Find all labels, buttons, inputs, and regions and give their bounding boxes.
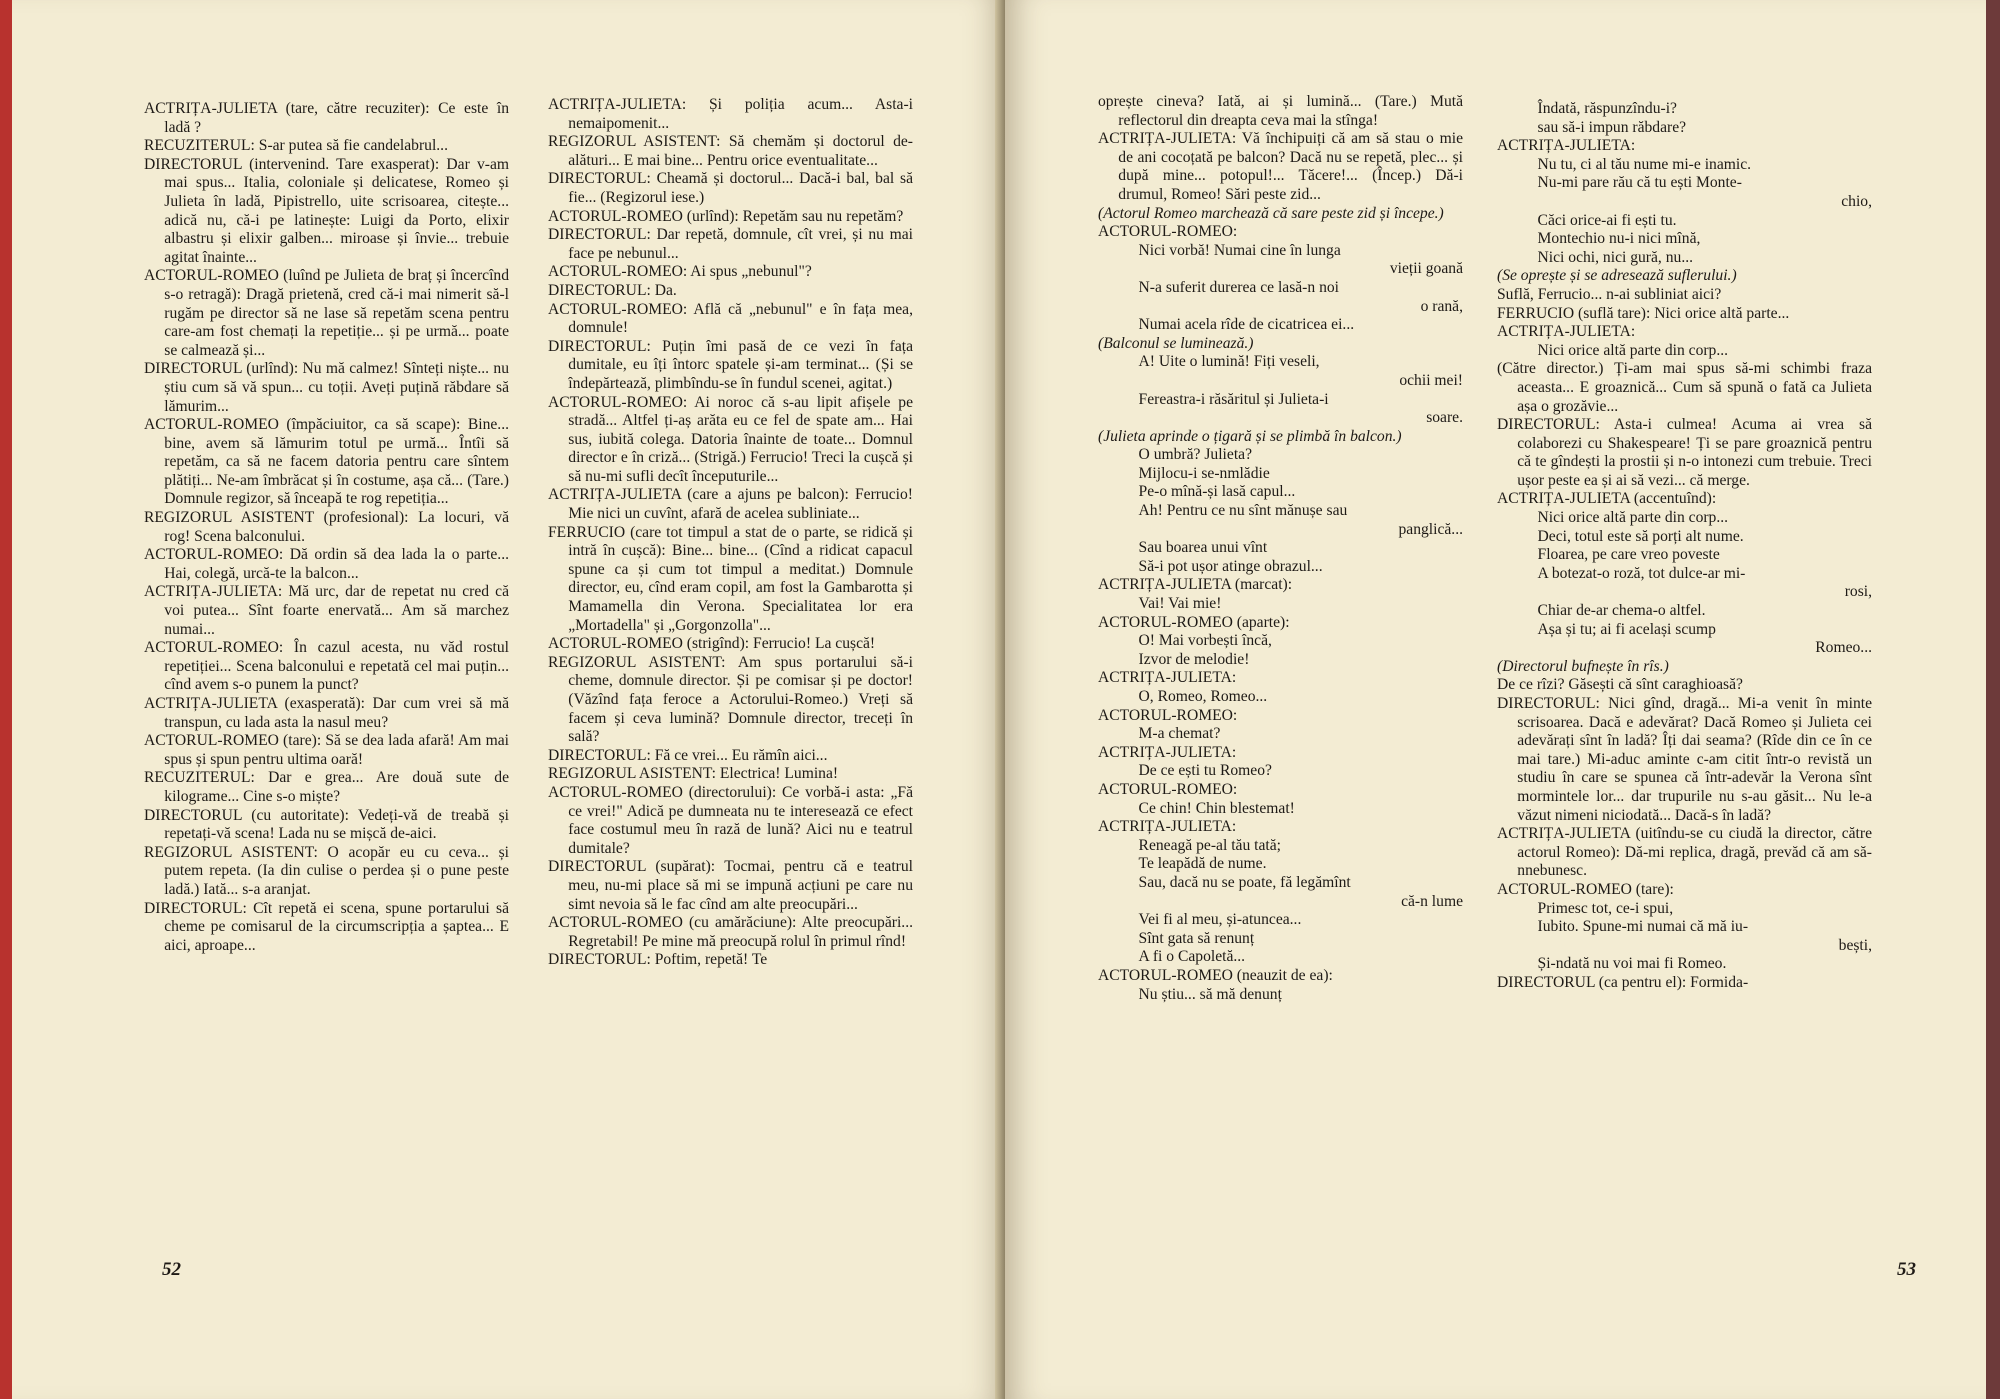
speech: REGIZORUL ASISTENT (profesional): La locuri, vă rog! Scena balconului. [144,509,509,545]
speech: ACTRIȚA-JULIETA (tare, către recuziter): Ce este în ladă ? [144,100,509,136]
verse-block [1098,986,1463,1005]
verse-line: A! Uite o lumină! Fiți veseli, [1138,353,1320,371]
book-cover-edge-right [1986,0,2000,1399]
speech: ACTRIȚA-JULIETA (care a ajuns pe balcon): Ferrucio! Mie nici un cuvînt, afară de acelea subliniate... [548,486,913,523]
speaker-cue: ACTRIȚA-JULIETA: [1098,818,1237,836]
speeches-b [1497,695,1872,881]
verse-line: Izvor de melodie! [1138,650,1250,668]
verse-line: Sau boarea unui vînt [1138,539,1268,557]
speech: DIRECTORUL: Dar repetă, domnule, cît vrei, și nu mai face pe nebunul... [548,226,913,262]
verse-line: Nu știu... să mă denunț [1138,985,1282,1003]
speech: REGIZORUL ASISTENT: O acopăr eu cu ceva... și putem repeta. (Ia din culise o perdea și o pune peste ladă.) Iată... s-a aranjat. [144,843,509,898]
verse-line: o rană, [1420,297,1463,315]
verse-block [1098,688,1463,707]
speech: DIRECTORUL: Nici gînd, dragă... Mi-a venit în minte scrisoarea. Dacă e adevărat? Dacă Romeo și Julieta cei adevărați sînt în ladă? Îți dai seama? (Rîde din ce în ce mai tare.) Mi-aduc aminte c-am citit într-o revistă un studiu în care se spunea că într-adevăr la Verona sînt mormintele lor... dar trupurile nu s-au găsit... Nu le-a văzut nimeni niciodată... Dacă-s în ladă? [1497,695,1872,824]
speech: ACTORUL-ROMEO (luînd pe Julieta de braț și încercînd s-o retragă): Dragă prietenă, cred că-i mai nimerit să-l rugăm pe director să ne lase să repetăm scena pentru care-am fost chemați la repetiție... și pe urmă... poate se calmează și... [144,267,509,359]
verse-block [1098,837,1463,967]
verse-line: O, Romeo, Romeo... [1138,688,1268,705]
verse-line: rosi, [1844,583,1872,601]
verse-line: Vai! Vai mie! [1138,595,1222,613]
continuation-text: oprește cineva? Iată, ai și lumină... (Tare.) Mută reflectorul din dreapta ceva mai la stînga! [1098,93,1463,129]
verse-line: Nici orice altă parte din corp... [1537,509,1729,527]
speech: ACTORUL-ROMEO: Ai spus „nebunul"? [548,263,812,281]
speaker-cue: ACTRIȚA-JULIETA: [1497,323,1636,341]
verse-line: ochii mei! [1399,371,1463,389]
prose-line: Suflă, Ferrucio... n-ai subliniat aici? [1497,285,1722,303]
verse-line: Sînt gata să renunț [1138,929,1255,947]
verse-block [1497,342,1872,361]
verse-line: Așa și tu; ai fi același scump [1537,620,1716,638]
stage-direction: (Directorul bufnește în rîs.) [1497,657,1669,675]
prose-line: (Către director.) Ți-am mai spus să-mi schimbi fraza aceasta... E groaznică... Cum să spună o fată ca Julieta așa o grozăvie... [1497,360,1872,415]
verse-line: Fereastra-i răsăritul și Julieta-i [1138,390,1329,408]
verse-line: bești, [1838,936,1872,954]
speech: RECUZITERUL: S-ar putea să fie candelabrul... [144,137,448,155]
speeches-a [1098,130,1463,204]
stage-direction: (Actorul Romeo marchează că sare peste zid și începe.) [1098,204,1444,222]
left-page [12,0,1005,1399]
verse-line: Floarea, pe care vreo poveste [1537,546,1720,564]
speech: DIRECTORUL: Fă ce vrei... Eu rămîn aici... [548,746,828,764]
verse-block [1098,242,1463,335]
speech: DIRECTORUL (ca pentru el): Formida- [1497,973,1749,991]
speaker-cue: ACTORUL-ROMEO: [1098,706,1238,724]
speech: DIRECTORUL: Puțin îmi pasă de ce vezi în fața dumitale, eu îți întorc spatele și-am terminat... (Și se îndepărtează, plimbîndu-se în fundul scenei, agitat.) [548,337,913,392]
verse-line: A fi o Capoletă... [1138,948,1246,966]
speech: DIRECTORUL (urlînd): Nu mă calmez! Sînteți niște... nu știu cum să vă spun... cu toții. Aveți puțină răbdare să lămurim... [144,360,509,415]
verse-line: Nu-mi pare rău că tu ești Monte- [1537,174,1742,192]
speech: ACTORUL-ROMEO (strigînd): Ferrucio! La cușcă! [548,635,876,653]
left-column-1 [144,100,509,955]
stage-direction: (Se oprește și se adresează suflerului.) [1497,267,1737,285]
speech: ACTORUL-ROMEO: Ai noroc că s-au lipit afișele pe stradă... Altfel ți-aș arăta eu ce fel de spate am... Hai sus, iubită colega. Datoria înainte de toate... Domnul director e în criză... (Strigă.) Ferrucio! Treci la cușcă și să nu-mi sufli decît începuturile... [548,393,913,485]
verse-line: Deci, totul este să porți alt nume. [1537,527,1744,545]
speech: REGIZORUL ASISTENT: Am spus portarului să-i cheme, domnule director. Și pe comisar și pe doctor! (Văzînd fața feroce a Actorului-Romeo.) Vreți să facem și ceva lumină? Domnule director, treceți în sală? [548,653,913,746]
verse-line: O umbră? Julieta? [1138,446,1252,464]
verse-line: Nu tu, ci al tău nume mi-e inamic. [1537,155,1752,173]
speech: DIRECTORUL (supărat): Tocmai, pentru că e teatrul meu, nu-mi place să mi se impună acțiuni pe care nu simt nevoia să le fac cînd am alte preocupări... [548,858,913,913]
speech: REGIZORUL ASISTENT: Să chemăm și doctorul de-alături... E mai bine... Pentru orice eventualitate... [548,133,913,169]
verse-line: Ce chin! Chin blestemat! [1138,799,1295,817]
verse-block [1098,446,1463,576]
verse-block [1497,100,1872,137]
speaker-cue: ACTRIȚA-JULIETA: [1098,669,1237,687]
stage-direction: (Julieta aprinde o țigară și se plimbă în balcon.) [1098,427,1402,445]
verse-block [1098,632,1463,669]
speech: ACTRIȚA-JULIETA: Și poliția acum... Asta-i nemaipomenit... [548,96,913,132]
verse-line: M-a chemat? [1138,725,1221,743]
verse-line: Căci orice-ai fi ești tu. [1537,211,1677,229]
speech: ACTORUL-ROMEO (tare): Să se dea lada afară! Am mai spus și spun pentru ultima oară! [144,732,509,768]
left-column-2 [548,96,913,970]
verse-block [1098,595,1463,614]
speech: DIRECTORUL (cu autoritate): Vedeți-vă de treabă și repetați-vă scena! Lada nu se mișcă de-aici. [144,806,509,843]
verse-line: Mijlocu-i se-nmlădie [1138,464,1270,482]
speech: ACTORUL-ROMEO: În cazul acesta, nu văd rostul repetiției... Scena balconului e repetată cel mai puțin... cînd avem s-o punem la punct? [144,639,509,694]
verse-block [1098,353,1463,427]
right-column-1 [1098,93,1463,1004]
speech: ACTORUL-ROMEO (directorului): Ce vorbă-i asta: „Fă ce vrei!" Adică pe dumneata nu te interesează ce efect face costumul meu în rază de lună? Aici nu e teatrul dumitale? [548,783,913,857]
verse-block [1098,762,1463,781]
verse-line: panglică... [1398,520,1463,538]
speech: FERRUCIO (care tot timpul a stat de o parte, se ridică și intră în cușcă): Bine... bine... (Cînd a ridicat capacul spune ca și cum tot timpul a meditat.) Domnule director, eu, cînd eram copil, am fost la Gambarotta și Mamamella din Verona. Specialitatea lor era „Mortadella" și „Gorgonzolla"... [548,523,913,634]
speech: DIRECTORUL: Cheamă și doctorul... Dacă-i bal, bal să fie... (Regizorul iese.) [548,170,913,206]
verse-line: sau să-i impun răbdare? [1537,118,1687,136]
verse-block [1497,509,1872,658]
verse-line: Nici orice altă parte din corp... [1537,341,1729,359]
speech: DIRECTORUL: Cît repetă ei scena, spune portarului să cheme pe comisarul de la circumscripția a șaptea... E aici, aproape... [144,899,509,954]
right-page [1005,0,1986,1399]
verse-block [1098,725,1463,744]
verse-line: Montechio nu-i nici mînă, [1537,230,1701,248]
verse-line: Pe-o mînă-și lasă capul... [1138,483,1296,501]
speech: DIRECTORUL (intervenind. Tare exasperat): Dar v-am mai spus... Italia, coloniale și delicatese, Romeo și Julieta în ladă, Pipistrello, uite scrisoarea, citește... adică nu, că-i pe latinește: Luigi da Porto, elixir albastru și elixir galben... miroase și învie... trebuie agitat înainte... [144,155,509,266]
speaker-cue: ACTORUL-ROMEO (aparte): [1098,613,1290,631]
verse-line: Vei fi al meu, și-atuncea... [1138,911,1302,929]
verse-line: Nici vorbă! Numai cine în lunga [1138,241,1341,259]
verse-line: Nici ochi, nici gură, nu... [1537,248,1694,266]
verse-line: Îndată, răspunzîndu-i? [1537,100,1677,117]
speech: DIRECTORUL: Asta-i culmea! Acuma ai vrea să colaborezi cu Shakespeare! Ți se pare groaznică pentru că te gîndești la prostii și n-o intonezi cum trebuie. Treci ușor peste ea și ai să vezi... că merge. [1497,416,1872,489]
speech: ACTORUL-ROMEO: Dă ordin să dea lada la o parte... Hai, colegă, urcă-te la balcon... [144,546,509,582]
speaker-cue: ACTORUL-ROMEO (tare): [1497,880,1674,898]
verse-line: Și-ndată nu voi mai fi Romeo. [1537,955,1727,973]
speaker-cue: ACTORUL-ROMEO (neauzit de ea): [1098,966,1333,984]
speech: ACTRIȚA-JULIETA (uitîndu-se cu ciudă la director, către actorul Romeo): Dă-mi replica, dragă, prevăd că am să-nnebunesc. [1497,825,1872,880]
speech: RECUZITERUL: Dar e grea... Are două sute de kilograme... Cine s-o miște? [144,769,509,805]
verse-line: Chiar de-ar chema-o altfel. [1537,602,1706,620]
speech: ACTORUL-ROMEO (împăciuitor, ca să scape): Bine... bine, avem să lămurim totul pe urmă... Întîi să repetăm, ca să ne facem datoria pentru care sîntem plătiți... Ne-am îmbrăcat și în costume, așa că... (Tare.) Domnule regizor, să înceapă te rog repetiția... [144,416,509,508]
page-number-right: 53 [1897,1259,1916,1280]
speaker-cue: ACTRIȚA-JULIETA: [1497,137,1636,155]
verse-block [1497,156,1872,268]
verse-block [1497,900,1872,974]
verse-line: Primesc tot, ce-i spui, [1537,899,1674,917]
speech: ACTORUL-ROMEO: Află că „nebunul" e în fața mea, domnule! [548,300,913,337]
speech: ACTRIȚA-JULIETA: Vă închipuiți că am să stau o mie de ani cocoțată pe balcon? Dacă nu se repetă, plec... și după mine... potopul!... Tăcere!... (Încep.) Dă-i drumul, Romeo! Sări peste zid... [1098,130,1463,203]
speaker-cue: ACTORUL-ROMEO: [1098,780,1238,798]
verse-line: că-n lume [1401,892,1463,910]
page-number-left: 52 [162,1259,181,1280]
dialogue-block [1098,576,1463,818]
speaker-cue: ACTRIȚA-JULIETA: [1098,743,1237,761]
speech: ACTRIȚA-JULIETA: Mă urc, dar de repetat nu cred că voi putea... Sînt foarte enervată... Am să marchez numai... [144,583,509,638]
verse-line: Te leapădă de nume. [1138,855,1267,873]
speech: ACTORUL-ROMEO (urlînd): Repetăm sau nu repetăm? [548,207,904,225]
speaker-cue: ACTRIȚA-JULIETA (accentuînd): [1497,490,1717,508]
verse-block [1098,800,1463,819]
stage-direction: (Balconul se luminează.) [1098,334,1254,352]
verse-line: chio, [1841,192,1872,210]
verse-line: soare. [1426,409,1463,427]
verse-line: Reneagă pe-al tău tată; [1138,836,1281,854]
prose-line: De ce rîzi? Găsești că sînt caraghioasă? [1497,676,1743,694]
speaker-cue: ACTORUL-ROMEO: [1098,223,1238,241]
speech: REGIZORUL ASISTENT: Electrica! Lumina! [548,765,839,783]
speech: ACTORUL-ROMEO (cu amărăciune): Alte preocupări... Regretabil! Pe mine mă preocupă rolul în primul rînd! [548,914,913,950]
verse-line: Romeo... [1815,639,1872,657]
speech: DIRECTORUL: Poftim, repetă! Te [548,951,768,969]
verse-line: A botezat-o roză, tot dulce-ar mi- [1537,564,1746,582]
right-column-2 [1497,100,1872,993]
verse-line: vieții goană [1389,260,1463,278]
verse-line: De ce ești tu Romeo? [1138,762,1272,780]
verse-line: O! Mai vorbești încă, [1138,632,1272,650]
book-cover-edge-left [0,0,12,1399]
verse-line: Iubito. Spune-mi numai că mă iu- [1537,918,1749,936]
verse-line: Numai acela rîde de cicatricea ei... [1138,316,1355,334]
verse-line: Sau, dacă nu se poate, fă legămînt [1138,873,1351,891]
speech: DIRECTORUL: Da. [548,281,677,299]
verse-line: Să-i pot ușor atinge obrazul... [1138,557,1323,575]
verse-line: N-a suferit durerea ce lasă-n noi [1138,278,1339,296]
speaker-cue: ACTRIȚA-JULIETA (marcat): [1098,576,1293,594]
verse-line: Ah! Pentru ce nu sînt mănușe sau [1138,502,1348,520]
speech: FERRUCIO (suflă tare): Nici orice altă parte... [1497,304,1790,322]
speech: ACTRIȚA-JULIETA (exasperată): Dar cum vrei să mă transpun, cu lada asta la nasul meu? [144,695,509,731]
